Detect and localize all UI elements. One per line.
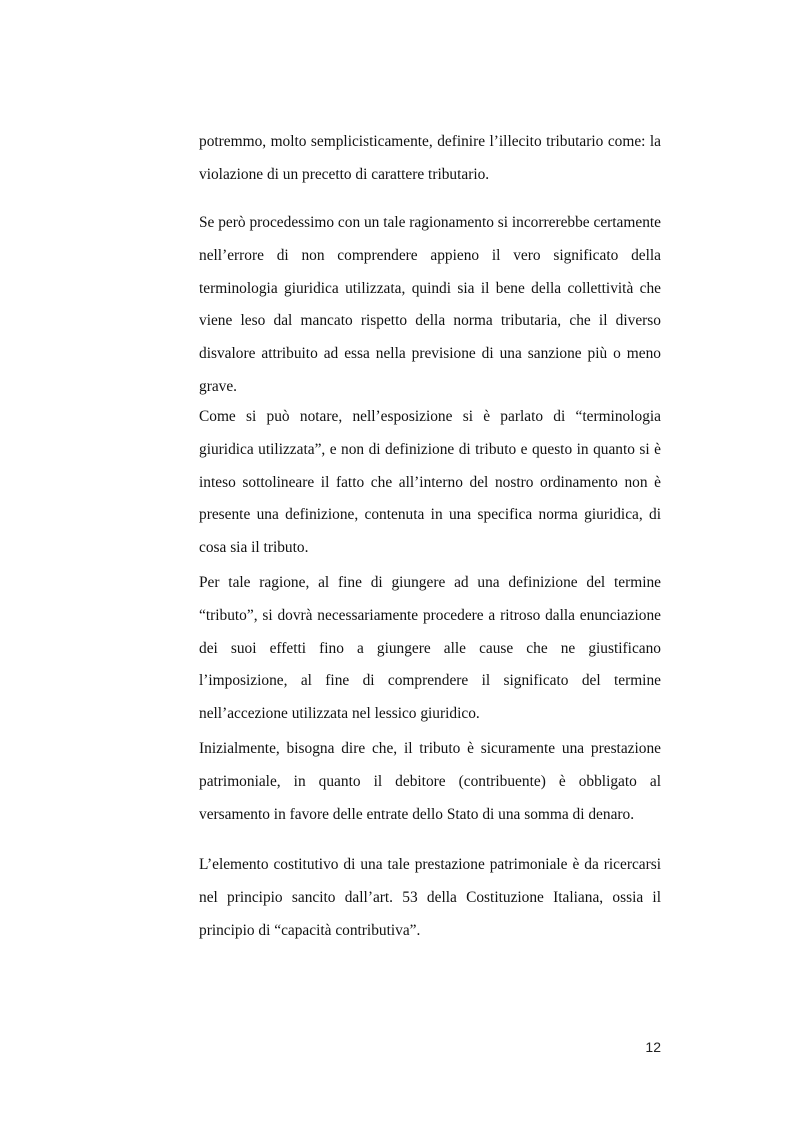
paragraph-6: L’elemento costitutivo di una tale prestazione patrimoniale è da ricercarsi nel principio sancito dall’art. 53 della Costituzione Italiana, ossia il principio di “capacità contributiva”. (199, 856, 661, 939)
paragraph-5: Inizialmente, bisogna dire che, il tributo è sicuramente una prestazione patrimoniale, in quanto il debitore (contribuente) è obbligato al versamento in favore delle entrate dello Stato di una somma di denaro. (199, 740, 661, 823)
paragraph-2: Se però procedessimo con un tale ragionamento si incorrerebbe certamente nell’errore di non comprendere appieno il vero significato della terminologia giuridica utilizzata, quindi sia il bene della collettività che viene leso dal mancato rispetto della norma tributaria, che il diverso disvalore attribuito ad essa nella previsione di una sanzione più o meno grave. (199, 214, 661, 395)
paragraph-4: Per tale ragione, al fine di giungere ad una definizione del termine “tributo”, si dovrà necessariamente procedere a ritroso dalla enunciazione dei suoi effetti fino a giungere alle cause che ne giustificano l’imposizione, al fine di comprendere il significato del termine nell’accezione utilizzata nel lessico giuridico. (199, 574, 661, 723)
paragraph-3: Come si può notare, nell’esposizione si è parlato di “terminologia giuridica utilizzata”, e non di definizione di tributo e questo in quanto si è inteso sottolineare il fatto che all’interno del nostro ordinamento non è presente una definizione, contenuta in una specifica norma giuridica, di cosa sia il tributo. (199, 408, 661, 557)
page-number: 12 (645, 1039, 661, 1055)
paragraph-1: potremmo, molto semplicisticamente, definire l’illecito tributario come: la violazione di un precetto di carattere tributario. (199, 133, 661, 183)
